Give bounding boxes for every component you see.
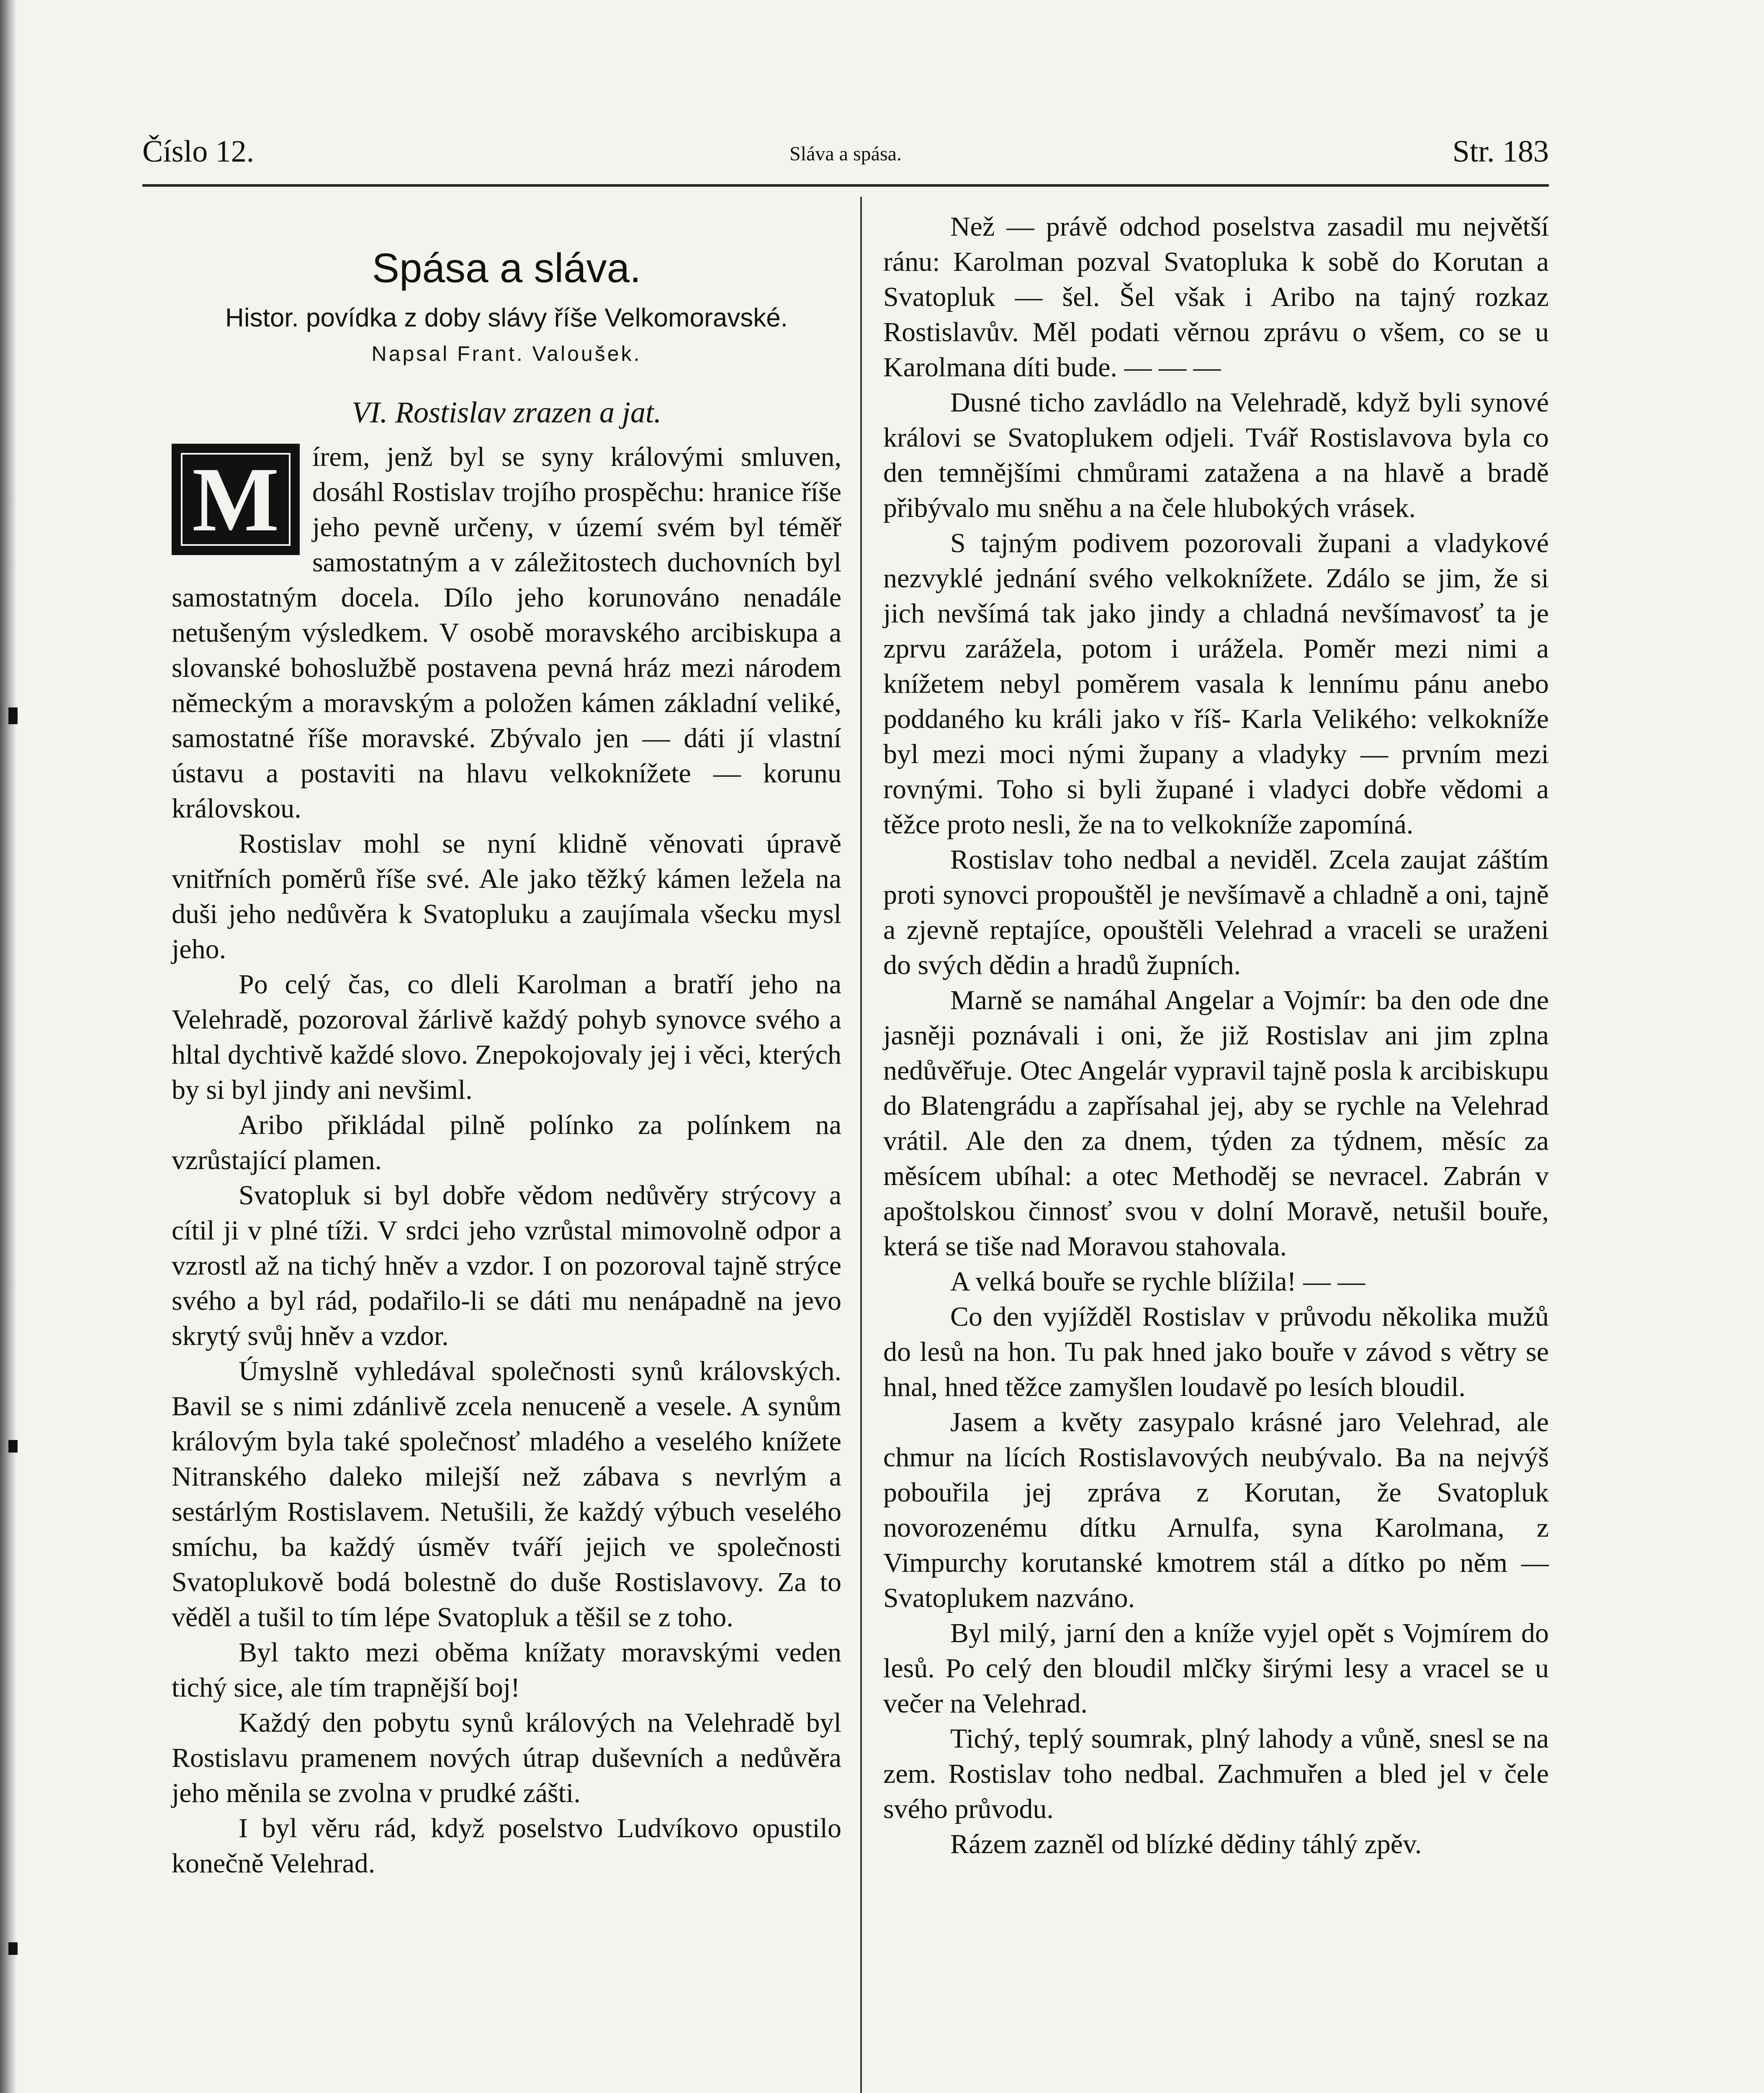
margin-mark <box>8 707 18 724</box>
paragraph: A velká bouře se rychle blížila! — — <box>950 1266 1365 1297</box>
paragraph: Rázem zazněl od blízké dědiny táhlý zpěv. <box>950 1829 1422 1859</box>
paragraph: írem, jenž byl se syny královými smluven, dosáhl Rostislav trojího prospěchu: hranice říše jeho pevně určeny, v území svém byl téměř samostatným a v záležitostech duchovních byl samostatným docela. Dílo jeho korunováno nenadále netušeným výsledkem. V osobě moravského arcibiskupa a slovanské bohoslužbě postavena pevná hráz mezi národem německým a moravským a položen kámen základní veliké, samostatné říše moravské. Zbývalo jen — dáti jí vlastní ústavu a postaviti na hlavu velkoknížete — korunu královskou. <box>172 442 841 824</box>
running-title: Sláva a spása. <box>789 143 902 165</box>
paragraph: Než — právě odchod poselstva zasadil mu největší ránu: Karolman pozval Svatopluka k sobě do Korutan a Svatopluk — šel. Šel však i Aribo na tajný rozkaz Rostislavův. Měl podati věrnou zprávu o všem, co se u Karolmana díti bude. — — — <box>883 211 1549 383</box>
issue-number: Číslo 12. <box>142 134 255 169</box>
margin-mark <box>8 1942 18 1955</box>
page-edge-shadow <box>0 0 17 2093</box>
paragraph: Marně se namáhal Angelar a Vojmír: ba den ode dne jasněji poznávali i oni, že již Rostislav ani jim zplna nedůvěřuje. Otec Angelár vypravil tajně posla k arcibiskupu do Blatengrádu a zapřísahal jej, aby se rychle na Velehrad vrátil. Ale den za dnem, týden za týdnem, měsíc za měsícem ubíhal: a otec Methoděj se nevracel. Zabrán v apoštolskou činnosť svou v dolní Moravě, netušil bouře, která se tiše nad Moravou stahovala. <box>883 985 1549 1262</box>
paragraph: Byl milý, jarní den a kníže vyjel opět s Vojmírem do lesů. Po celý den bloudil mlčky širými lesy a vracel se u večer na Velehrad. <box>883 1618 1549 1719</box>
paragraph: Byl takto mezi oběma knížaty moravskými veden tichý sice, ale tím trapnější boj! <box>172 1637 841 1703</box>
running-header <box>142 134 1549 184</box>
paragraph: I byl věru rád, když poselstvo Ludvíkovo opustilo konečně Velehrad. <box>172 1813 841 1879</box>
header-rule <box>142 184 1549 187</box>
right-column <box>883 209 1549 1862</box>
page-number: Str. 183 <box>1452 134 1549 169</box>
left-column-text <box>172 440 841 1881</box>
story-subtitle: Histor. povídka z doby slávy říše Velkomoravské. <box>225 303 788 332</box>
paragraph: Rostislav mohl se nyní klidně věnovati úpravě vnitřních poměrů říše své. Ale jako těžký kámen ležela na duši jeho nedůvěra k Svatopluku a zaujímala všecku mysl jeho. <box>172 828 841 964</box>
paragraph: Aribo přikládal pilně polínko za polínkem na vzrůstající plamen. <box>172 1110 841 1175</box>
story-title: Spása a sláva. <box>372 245 641 291</box>
paragraph: Svatopluk si byl dobře vědom nedůvěry strýcovy a cítil ji v plné tíži. V srdci jeho vzrůstal mimovolně odpor a vzrostl až na tichý hněv a vzdor. I on pozoroval tajně strýce svého a byl rád, podařilo-li se dáti mu nenápadně na jevo skrytý svůj hněv a vzdor. <box>172 1180 841 1351</box>
story-author: Napsal Frant. Valoušek. <box>371 342 642 365</box>
paragraph: Úmyslně vyhledával společnosti synů královských. Bavil se s nimi zdánlivě zcela nenuceně a vesele. A synům královým byla také společnosť mladého a veselého knížete Nitranského daleko milejší než zábava s nevrlým a sestárlým Rostislavem. Netušili, že každý výbuch veselého smíchu, ba každý úsměv tváří jejich ve společnosti Svatoplukově bodá bolestně do duše Rostislavovy. Za to věděl a tušil to tím lépe Svatopluk a těšil se z toho. <box>172 1356 841 1633</box>
left-column <box>172 205 841 1881</box>
column-rule <box>860 197 862 2093</box>
paragraph: Po celý čas, co dleli Karolman a bratří jeho na Velehradě, pozoroval žárlivě každý pohyb synovce svého a hltal dychtivě každé slovo. Znepokojovaly jej i věci, kterých by si byl jindy ani nevšiml. <box>172 969 841 1105</box>
paragraph: Každý den pobytu synů králových na Velehradě byl Rostislavu pramenem nových útrap duševních a nedůvěra jeho měnila se zvolna v prudké zášti. <box>172 1707 841 1808</box>
paragraph: Rostislav toho nedbal a neviděl. Zcela zaujat záštím proti synovci propouštěl je nevšímavě a chladně a oni, tajně a zjevně reptajíce, opouštěli Velehrad a vraceli se uraženi do svých dědin a hradů župních. <box>883 844 1549 980</box>
decorative-initial: M <box>172 444 300 555</box>
paragraph: Jasem a květy zasypalo krásné jaro Velehrad, ale chmur na lících Rostislavových neubývalo. Ba na nejvýš pobouřila jej zpráva z Korutan, že Svatopluk novorozenému dítku Arnulfa, syna Karolmana, z Vimpurchy korutanské kmotrem stál a dítko po něm — Svatoplukem nazváno. <box>883 1407 1549 1613</box>
margin-mark <box>8 1440 18 1453</box>
paragraph: Co den vyjížděl Rostislav v průvodu několika mužů do lesů na hon. Tu pak hned jako bouře v závod s větry se hnal, hned těžce zamyšlen loudavě po lesích bloudil. <box>883 1301 1549 1402</box>
paragraph: Tichý, teplý soumrak, plný lahody a vůně, snesl se na zem. Rostislav toho nedbal. Zachmuřen a bled jel v čele svého průvodu. <box>883 1723 1549 1824</box>
right-column-text <box>883 209 1549 1862</box>
chapter-heading: VI. Rostislav zrazen a jat. <box>352 396 661 429</box>
paragraph: S tajným podivem pozorovali župani a vladykové nezvyklé jednání svého velkoknížete. Zdálo se jim, že si jich nevšímá tak jako jindy a chladná nevšímavosť ta je zprvu zarážela, potom i urážela. Poměr mezi nimi a knížetem nebyl poměrem vasala k lennímu pánu anebo poddaného ku králi jako v říš- Karla Velikého: velkokníže byl mezi moci nými župany a vladyky — prvním mezi rovnými. Toho si byli župané i vladyci dobře vědomi a těžce proto nesli, že na to velkokníže zapomíná. <box>883 528 1549 840</box>
paragraph: Dusné ticho zavládlo na Velehradě, když byli synové královi se Svatoplukem odjeli. Tvář Rostislavova byla co den temnějšími chmůrami zatažena a na hlavě a bradě přibývalo mu sněhu a na čele hlubokých vrásek. <box>883 387 1549 523</box>
